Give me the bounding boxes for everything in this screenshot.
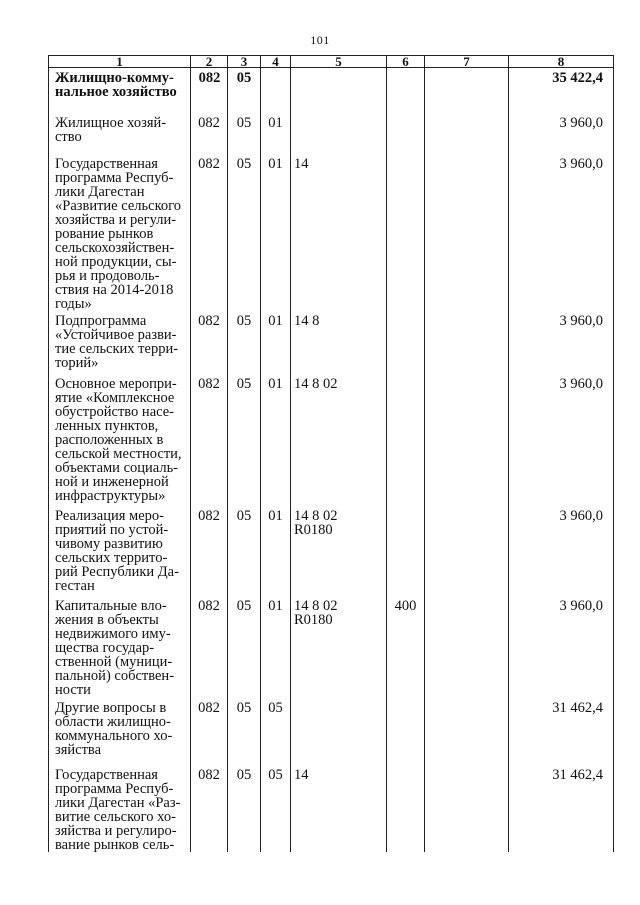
cell-amount: 3 960,0 <box>509 374 614 506</box>
cell-col3: 05 <box>228 311 261 374</box>
cell-col4: 01 <box>261 311 291 374</box>
table-row <box>49 596 614 698</box>
header-row <box>49 56 614 68</box>
cell-amount: 3 960,0 <box>509 506 614 596</box>
cell-col7 <box>425 374 509 506</box>
table-row <box>49 68 614 113</box>
cell-col4: 05 <box>261 765 291 852</box>
cell-col5: 14 8 <box>291 311 387 374</box>
cell-col3: 05 <box>228 154 261 311</box>
cell-amount: 3 960,0 <box>509 154 614 311</box>
cell-amount: 3 960,0 <box>509 311 614 374</box>
cell-amount: 31 462,4 <box>509 698 614 765</box>
cell-col5 <box>291 68 387 113</box>
column-header: 2 <box>191 56 228 68</box>
cell-col3: 05 <box>228 68 261 113</box>
cell-col2: 082 <box>191 596 228 698</box>
column-header: 7 <box>425 56 509 68</box>
cell-col3: 05 <box>228 113 261 154</box>
row-name: Реализация меро- приятий по устой- чивому развитию сельских террито- рий Республики Да- гестан <box>49 506 191 596</box>
table-row <box>49 311 614 374</box>
cell-col7 <box>425 68 509 113</box>
cell-col3: 05 <box>228 698 261 765</box>
cell-col6 <box>387 765 425 852</box>
cell-col2: 082 <box>191 374 228 506</box>
row-name: Государственная программа Респуб- лики Дагестан «Раз- витие сельского хо- зяйства и регулиро- вание рынков сель- <box>49 765 191 852</box>
cell-col2: 082 <box>191 68 228 113</box>
column-header: 3 <box>228 56 261 68</box>
cell-col2: 082 <box>191 154 228 311</box>
row-name: Подпрограмма «Устойчивое разви- тие сельских терри- торий» <box>49 311 191 374</box>
cell-col5: 14 8 02 <box>291 374 387 506</box>
row-name: Другие вопросы в области жилищно- коммунального хо- зяйства <box>49 698 191 765</box>
row-name: Основное меропри- ятие «Комплексное обустройство насе- ленных пунктов, расположенных в сельской местности, объектами социаль- ной и инженерной инфраструктуры» <box>49 374 191 506</box>
cell-col5: 14 8 02 R0180 <box>291 506 387 596</box>
cell-amount: 3 960,0 <box>509 596 614 698</box>
cell-col6 <box>387 68 425 113</box>
cell-col4: 01 <box>261 596 291 698</box>
cell-col6 <box>387 113 425 154</box>
column-header: 5 <box>291 56 387 68</box>
cell-col4: 01 <box>261 506 291 596</box>
table-row <box>49 113 614 154</box>
cell-col4: 01 <box>261 113 291 154</box>
budget-table <box>48 55 614 852</box>
row-name: Капитальные вло- жения в объекты недвижимого иму- щества государ- ственной (муници- пальной) собствен- ности <box>49 596 191 698</box>
column-header: 4 <box>261 56 291 68</box>
cell-col3: 05 <box>228 506 261 596</box>
cell-col7 <box>425 113 509 154</box>
cell-col5 <box>291 698 387 765</box>
column-header: 6 <box>387 56 425 68</box>
cell-col6 <box>387 311 425 374</box>
cell-col2: 082 <box>191 113 228 154</box>
cell-col3: 05 <box>228 596 261 698</box>
cell-col6 <box>387 374 425 506</box>
cell-col6 <box>387 506 425 596</box>
cell-col7 <box>425 596 509 698</box>
budget-table-container <box>48 55 614 852</box>
row-name: Государственная программа Респуб- лики Дагестан «Развитие сельского хозяйства и регули- рование рынков сельскохозяйствен- ной продукции, сы- рья и продоволь- ствия на 2014-2018 годы» <box>49 154 191 311</box>
table-row <box>49 765 614 852</box>
column-header: 8 <box>509 56 614 68</box>
cell-col3: 05 <box>228 374 261 506</box>
cell-amount: 35 422,4 <box>509 68 614 113</box>
table-row <box>49 698 614 765</box>
row-name: Жилищное хозяй- ство <box>49 113 191 154</box>
cell-col2: 082 <box>191 765 228 852</box>
cell-col6 <box>387 154 425 311</box>
cell-col4: 05 <box>261 698 291 765</box>
cell-col7 <box>425 311 509 374</box>
cell-col2: 082 <box>191 698 228 765</box>
table-row <box>49 374 614 506</box>
cell-col5: 14 <box>291 765 387 852</box>
cell-col4 <box>261 68 291 113</box>
cell-col2: 082 <box>191 506 228 596</box>
cell-col5: 14 <box>291 154 387 311</box>
cell-col4: 01 <box>261 374 291 506</box>
cell-col6 <box>387 698 425 765</box>
page-number: 101 <box>310 33 330 47</box>
cell-col7 <box>425 765 509 852</box>
table-row <box>49 154 614 311</box>
cell-col6: 400 <box>387 596 425 698</box>
cell-col2: 082 <box>191 311 228 374</box>
cell-amount: 31 462,4 <box>509 765 614 852</box>
cell-col5: 14 8 02 R0180 <box>291 596 387 698</box>
cell-col7 <box>425 506 509 596</box>
cell-amount: 3 960,0 <box>509 113 614 154</box>
cell-col7 <box>425 698 509 765</box>
row-name: Жилищно-комму- нальное хозяйство <box>49 68 191 113</box>
table-row <box>49 506 614 596</box>
cell-col3: 05 <box>228 765 261 852</box>
cell-col4: 01 <box>261 154 291 311</box>
column-header: 1 <box>49 56 191 68</box>
cell-col7 <box>425 154 509 311</box>
cell-col5 <box>291 113 387 154</box>
